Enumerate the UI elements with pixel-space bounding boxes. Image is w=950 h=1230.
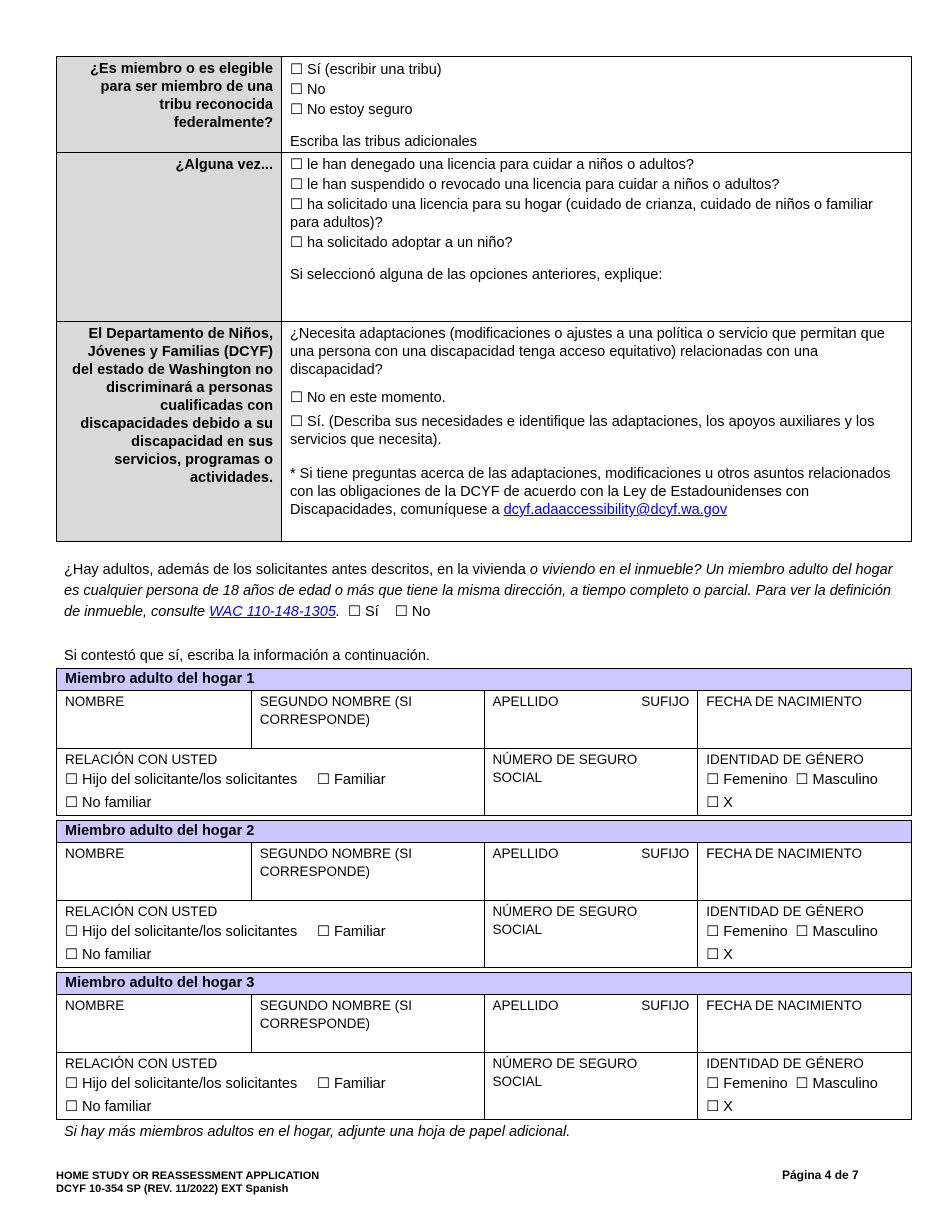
adults-yes-checkbox[interactable]: ☐ Sí: [348, 604, 379, 620]
dcyf-statement: El Departamento de Niños, Jóvenes y Familias (DCYF) del estado de Washington no discriminará a personas cualificadas con discapacidades debido a su discapacidad en sus servicios, programas o actividades.: [57, 322, 282, 542]
wac-link[interactable]: WAC 110-148-1305: [209, 604, 336, 620]
relationship-label: RELACIÓN CON USTED: [65, 752, 218, 767]
tribe-yes-checkbox[interactable]: ☐ Sí (escribir una tribu): [290, 62, 442, 78]
gender-label: IDENTIDAD DE GÉNERO: [706, 904, 864, 919]
gender-x-checkbox[interactable]: ☐ X: [706, 795, 733, 811]
adults-question-italic: o viviendo en el inmueble? Un miembro adulto del hogar es cualquier persona de 18 años de edad o más que tiene la misma dirección, a tiempo completo o parcial. Para ver la definición de inmueble, consulte: [64, 562, 893, 620]
middle-name-field[interactable]: [251, 691, 484, 749]
relationship-relative-checkbox[interactable]: ☐ Familiar: [316, 772, 386, 788]
birthdate-label: FECHA DE NACIMIENTO: [706, 846, 862, 861]
last-name-label: APELLIDO: [492, 846, 559, 861]
relationship-nonrelative-checkbox[interactable]: ☐ No familiar: [65, 947, 152, 963]
member-title: Miembro adulto del hogar 3: [57, 973, 912, 995]
footer-form-title: HOME STUDY OR REASSESSMENT APPLICATION: [56, 1170, 320, 1182]
gender-female-checkbox[interactable]: ☐ Femenino: [706, 924, 788, 940]
name-label: NOMBRE: [65, 998, 125, 1013]
middle-name-field[interactable]: [251, 843, 484, 901]
gender-label: IDENTIDAD DE GÉNERO: [706, 1056, 864, 1071]
adults-question-period: .: [335, 604, 340, 620]
ever-adopt-checkbox[interactable]: ☐ ha solicitado adoptar a un niño?: [290, 235, 513, 251]
dcyf-email-link[interactable]: dcyf.adaaccessibility@dcyf.wa.gov: [503, 502, 728, 518]
ever-suspended-checkbox[interactable]: ☐ le han suspendido o revocado una licencia para cuidar a niños o adultos?: [290, 177, 780, 193]
last-name-field[interactable]: [484, 843, 698, 901]
birthdate-label: FECHA DE NACIMIENTO: [706, 694, 862, 709]
dcyf-note: * Si tiene preguntas acerca de las adaptaciones, modificaciones u otros asuntos relacionados con las obligaciones de la DCYF de acuerdo con la Ley de Estadounidenses con Discapacidades, comuníquese a: [290, 466, 891, 518]
gender-field: [698, 749, 912, 816]
middle-name-label: SEGUNDO NOMBRE (SI CORRESPONDE): [259, 846, 412, 879]
gender-female-checkbox[interactable]: ☐ Femenino: [706, 1076, 788, 1092]
relationship-child-checkbox[interactable]: ☐ Hijo del solicitante/los solicitantes: [65, 1076, 298, 1092]
last-name-field[interactable]: [484, 691, 698, 749]
name-label: NOMBRE: [65, 694, 125, 709]
member-title: Miembro adulto del hogar 2: [57, 821, 912, 843]
birthdate-field[interactable]: [698, 995, 912, 1053]
eligibility-table: [56, 56, 912, 542]
birthdate-label: FECHA DE NACIMIENTO: [706, 998, 862, 1013]
middle-name-field[interactable]: [251, 995, 484, 1053]
gender-x-checkbox[interactable]: ☐ X: [706, 1099, 733, 1115]
relationship-label: RELACIÓN CON USTED: [65, 904, 218, 919]
middle-name-label: SEGUNDO NOMBRE (SI CORRESPONDE): [259, 694, 412, 727]
ever-explain-label: Si seleccionó alguna de las opciones anteriores, explique:: [290, 267, 663, 283]
gender-field: [698, 901, 912, 968]
adults-no-checkbox[interactable]: ☐ No: [394, 604, 431, 620]
relationship-child-checkbox[interactable]: ☐ Hijo del solicitante/los solicitantes: [65, 772, 298, 788]
ssn-field[interactable]: [484, 901, 698, 968]
name-field[interactable]: [57, 843, 252, 901]
relationship-child-checkbox[interactable]: ☐ Hijo del solicitante/los solicitantes: [65, 924, 298, 940]
member-table-1: [56, 668, 912, 816]
tribe-unsure-checkbox[interactable]: ☐ No estoy seguro: [290, 102, 413, 118]
name-field[interactable]: [57, 691, 252, 749]
relationship-relative-checkbox[interactable]: ☐ Familiar: [316, 1076, 386, 1092]
relationship-nonrelative-checkbox[interactable]: ☐ No familiar: [65, 1099, 152, 1115]
birthdate-field[interactable]: [698, 691, 912, 749]
relationship-label: RELACIÓN CON USTED: [65, 1056, 218, 1071]
footer-form-code: DCYF 10-354 SP (REV. 11/2022) EXT Spanish: [56, 1183, 289, 1195]
adults-question-text: ¿Hay adultos, además de los solicitantes antes descritos, en la vivienda: [64, 562, 526, 578]
member-table-2: [56, 820, 912, 968]
last-name-label: APELLIDO: [492, 694, 559, 709]
more-members-note: Si hay más miembros adultos en el hogar, adjunte una hoja de papel adicional.: [64, 1124, 571, 1140]
dcyf-accommodations: [282, 322, 912, 542]
tribe-label: ¿Es miembro o es elegible para ser miembro de una tribu reconocida federalmente?: [57, 57, 282, 153]
relationship-field: [57, 1053, 485, 1120]
last-name-field[interactable]: [484, 995, 698, 1053]
ever-denied-checkbox[interactable]: ☐ le han denegado una licencia para cuidar a niños o adultos?: [290, 157, 694, 173]
middle-name-label: SEGUNDO NOMBRE (SI CORRESPONDE): [259, 998, 412, 1031]
ever-applied-license-checkbox[interactable]: ☐ ha solicitado una licencia para su hogar (cuidado de crianza, cuidado de niños o familiar para adultos)?: [290, 197, 873, 231]
relationship-nonrelative-checkbox[interactable]: ☐ No familiar: [65, 795, 152, 811]
tribe-no-checkbox[interactable]: ☐ No: [290, 82, 326, 98]
gender-x-checkbox[interactable]: ☐ X: [706, 947, 733, 963]
tribe-options: [282, 57, 912, 153]
relationship-field: [57, 901, 485, 968]
if-yes-instruction: Si contestó que sí, escriba la información a continuación.: [64, 648, 430, 664]
dcyf-no-checkbox[interactable]: ☐ No en este momento.: [290, 390, 446, 406]
last-name-label: APELLIDO: [492, 998, 559, 1013]
gender-male-checkbox[interactable]: ☐ Masculino: [795, 924, 878, 940]
relationship-relative-checkbox[interactable]: ☐ Familiar: [316, 924, 386, 940]
adults-question: [64, 560, 904, 623]
suffix-label: SUFIJO: [641, 998, 690, 1013]
ssn-field[interactable]: [484, 749, 698, 816]
ever-options: [282, 153, 912, 322]
ssn-label: NÚMERO DE SEGURO SOCIAL: [492, 1056, 638, 1089]
gender-male-checkbox[interactable]: ☐ Masculino: [795, 772, 878, 788]
member-table-3: [56, 972, 912, 1120]
ever-label: ¿Alguna vez...: [57, 153, 282, 322]
gender-male-checkbox[interactable]: ☐ Masculino: [795, 1076, 878, 1092]
gender-label: IDENTIDAD DE GÉNERO: [706, 752, 864, 767]
footer-page-number: Página 4 de 7: [782, 1168, 859, 1182]
ssn-label: NÚMERO DE SEGURO SOCIAL: [492, 752, 638, 785]
tribe-additional-label: Escriba las tribus adicionales: [290, 134, 477, 150]
gender-field: [698, 1053, 912, 1120]
suffix-label: SUFIJO: [641, 694, 690, 709]
dcyf-yes-checkbox[interactable]: ☐ Sí. (Describa sus necesidades e identifique las adaptaciones, los apoyos auxiliares y los servicios que necesita).: [290, 414, 875, 448]
name-label: NOMBRE: [65, 846, 125, 861]
gender-female-checkbox[interactable]: ☐ Femenino: [706, 772, 788, 788]
ssn-label: NÚMERO DE SEGURO SOCIAL: [492, 904, 638, 937]
name-field[interactable]: [57, 995, 252, 1053]
ssn-field[interactable]: [484, 1053, 698, 1120]
member-title: Miembro adulto del hogar 1: [57, 669, 912, 691]
relationship-field: [57, 749, 485, 816]
birthdate-field[interactable]: [698, 843, 912, 901]
dcyf-question: ¿Necesita adaptaciones (modificaciones o ajustes a una política o servicio que permitan que una persona con una discapacidad tenga acceso equitativo) relacionadas con una discapacidad?: [290, 326, 885, 378]
suffix-label: SUFIJO: [641, 846, 690, 861]
